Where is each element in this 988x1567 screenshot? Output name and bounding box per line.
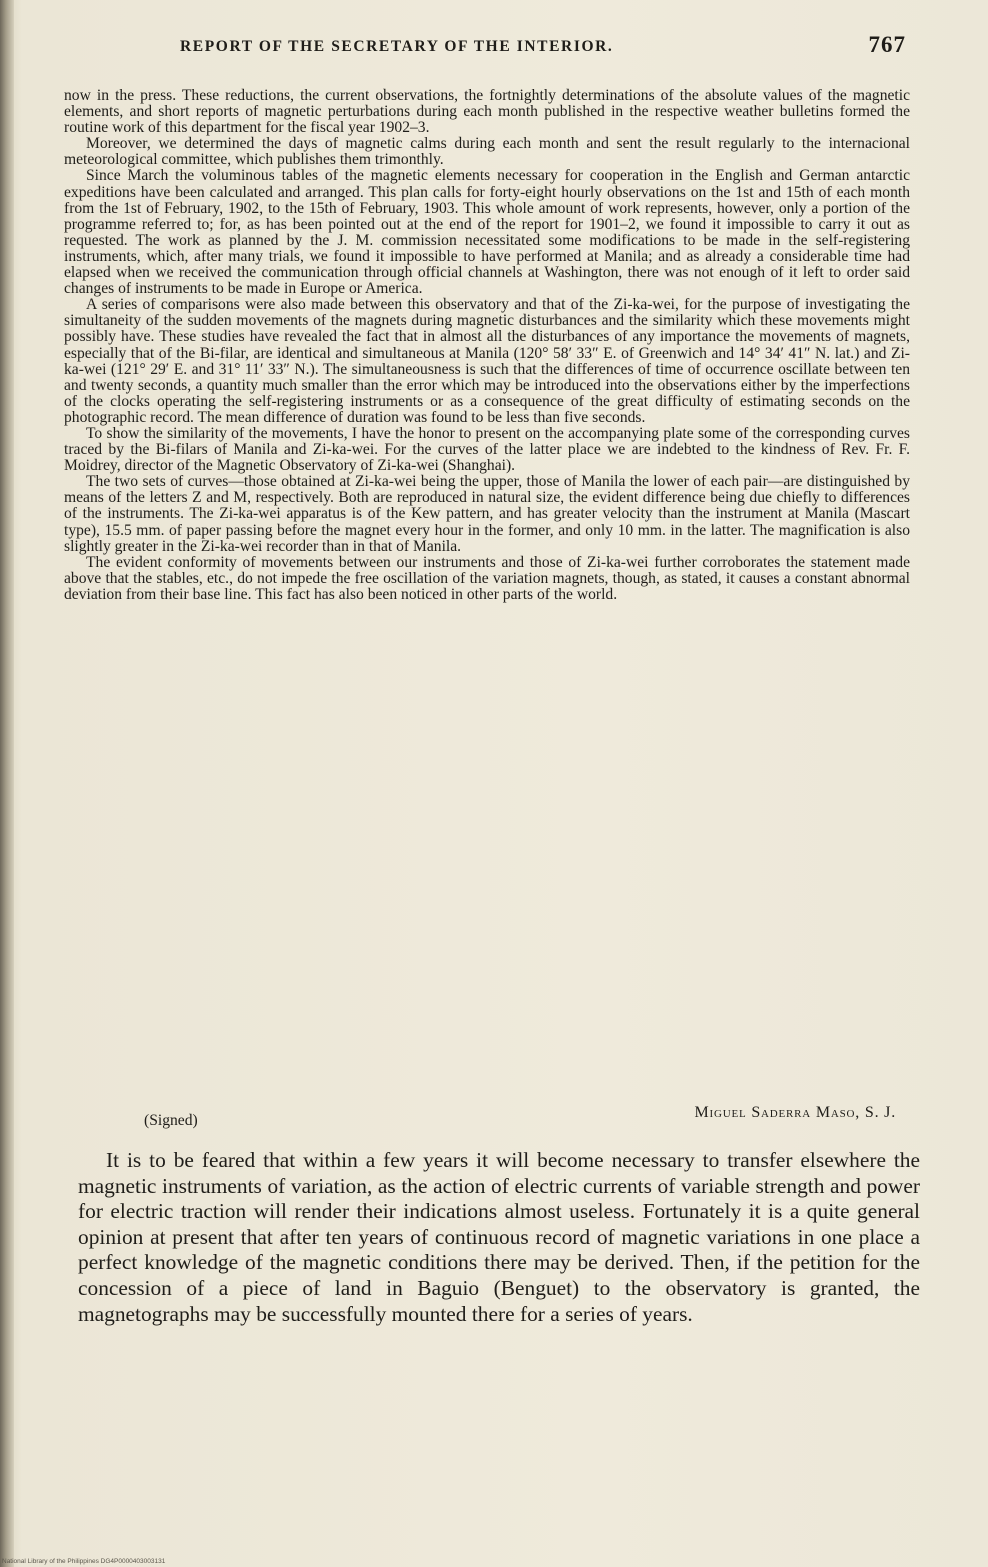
paragraph-2: Moreover, we determined the days of magnetic calms during each month and sent the result regularly to the internacional meteorological committee, which publishes them trimonthly. <box>64 135 910 169</box>
paragraph-5: To show the similarity of the movements, I have the honor to present on the accompanying plate some of the corresponding curves traced by the Bi-filars of Manila and Zi-ka-wei. For the curves of the latter place we are indebted to the kindness of Rev. Fr. F. Moidrey, director of the Magnetic Observatory of Zi-ka-wei (Shanghai). <box>64 424 910 475</box>
running-head: REPORT OF THE SECRETARY OF THE INTERIOR. <box>180 38 614 55</box>
signed-label: (Signed) <box>144 1112 198 1129</box>
paragraph-6: The two sets of curves—those obtained at Zi-ka-wei being the upper, those of Manila the lower of each pair—are distinguished by means of the letters Z and M, respectively. Both are reproduced in natural size, the evident difference being due chiefly to differences of the instruments. The Zi-ka-wei apparatus is of the Kew pattern, and has greater velocity than the instrument at Manila (Mascart type), 15.5 mm. of paper passing before the magnet every hour in the former, and only 10 mm. in the latter. The magnification is also slightly greater in the Zi-ka-wei recorder than in that of Manila. <box>64 473 910 555</box>
signer-name: Miguel Saderra Maso, S. J. <box>694 1104 896 1121</box>
paragraph-3: Since March the voluminous tables of the magnetic elements necessary for cooperation in the English and German antarctic expeditions have been calculated and arranged. This plan calls for forty-eight hourly observations on the 1st and 15th of each month from the 1st of February, 1902, to the 15th of February, 1903. This whole amount of work represents, however, only a portion of the programme referred to; for, as has been pointed out at the end of the report for 1901–2, we found it impossible to carry it out as requested. The work as planned by the J. M. commission necessitated some modifications to be made in the self-registering instruments, which, after many trials, we found it impossible to have performed at Manila; and as already a considerable time had elapsed when we received the communication through official channels at Washington, there was not enough of it left to order said changes of instruments to be made in Europe or America. <box>64 167 910 298</box>
paragraph-1: now in the press. These reductions, the current observations, the fortnightly determinations of the absolute values of the magnetic elements, and short reports of magnetic perturbations during each month published in the respective weather bulletins formed the routine work of this department for the fiscal year 1902–3. <box>64 87 910 137</box>
signature-block <box>96 1104 908 1144</box>
paragraph-4: A series of comparisons were also made between this observatory and that of the Zi-ka-wei, for the purpose of investigating the simultaneity of the sudden movements of the magnets during magnetic disturbances and the similarity which these movements might possibly have. These studies have revealed the fact that in almost all the disturbances of any importance the movements of magnets, especially that of the Bi-filar, are identical and simultaneous at Manila (120° 58′ 33″ E. of Greenwich and 14° 34′ 41″ N. lat.) and Zi-ka-wei (121° 29′ E. and 31° 11′ 33″ N.). The simultaneousness is such that the differences of time of occurrence oscillate between ten and twenty seconds, a quantity much smaller than the error which may be introduced into the observations either by the imperfections of the clocks operating the self-registering instruments or as a consequence of the great difficulty of estimating seconds on the photographic record. The mean difference of duration was found to be less than five seconds. <box>64 296 910 426</box>
closing-paragraph: It is to be feared that within a few years it will become necessary to transfer elsewhere the magnetic instruments of variation, as the action of electric currents of variable strength and power for electric traction will render their indications almost useless. Fortunately it is a quite general opinion at present that after ten years of continuous record of magnetic variations in one place a perfect knowledge of the magnetic conditions there may be derived. Then, if the petition for the concession of a piece of land in Baguio (Benguet) to the observatory is granted, the magnetographs may be successfully mounted there for a series of years. <box>78 1148 920 1326</box>
paragraph-7: The evident conformity of movements between our instruments and those of Zi-ka-wei further corroborates the statement made above that the stables, etc., do not impede the free oscillation of the variation magnets, though, as stated, it causes a constant abnormal deviation from their base line. This fact has also been noticed in other parts of the world. <box>64 553 910 603</box>
digitization-credit: National Library of the Philippines DG4P0000403003131 <box>2 1558 166 1565</box>
page-binding-edge <box>0 0 14 1567</box>
page-header <box>180 32 906 64</box>
page-number: 767 <box>868 32 906 57</box>
report-body <box>64 88 910 603</box>
closing-section <box>78 1148 920 1327</box>
